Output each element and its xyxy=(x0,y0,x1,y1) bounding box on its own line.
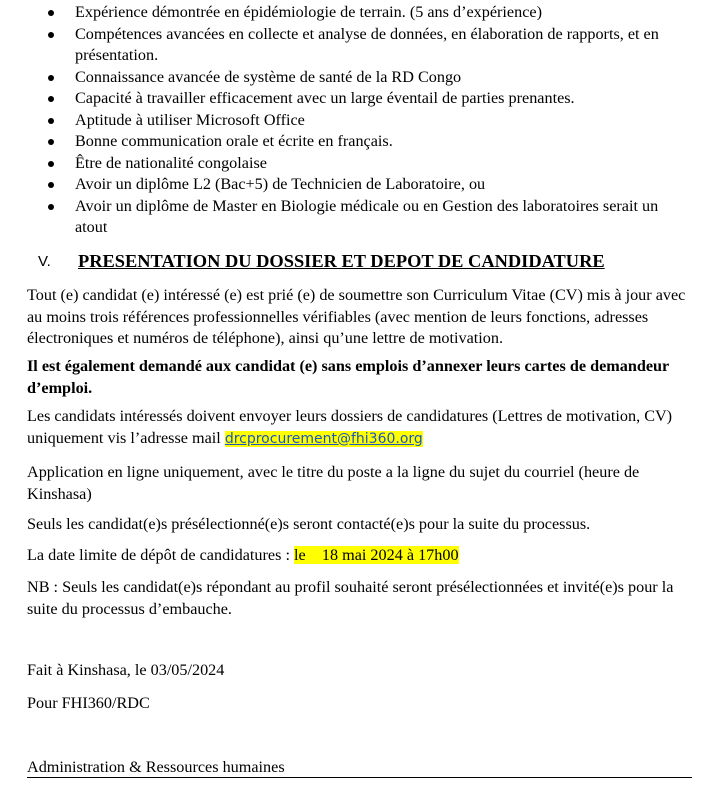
list-item: Connaissance avancée de système de santé de la RD Congo xyxy=(0,67,711,89)
list-item: Avoir un diplôme L2 (Bac+5) de Technicien de Laboratoire, ou xyxy=(0,174,711,196)
place-date: Fait à Kinshasa, le 03/05/2024 xyxy=(27,661,225,679)
requirements-list xyxy=(0,2,711,239)
section-title: PRESENTATION DU DOSSIER ET DEPOT DE CANDIDATURE xyxy=(78,251,605,271)
deadline-value: le 18 mai 2024 à 17h00 xyxy=(294,546,459,564)
list-item: Capacité à travailler efficacement avec un large éventail de parties prenantes. xyxy=(0,88,711,110)
list-item: Bonne communication orale et écrite en français. xyxy=(0,131,711,153)
bottom-divider xyxy=(27,777,692,778)
online-paragraph: Application en ligne uniquement, avec le titre du poste a la ligne du sujet du courriel (heure de Kinshasa) xyxy=(27,463,640,503)
list-item: Compétences avancées en collecte et analyse de données, en élaboration de rapports, et en présentation. xyxy=(0,24,711,67)
unemployed-note: Il est également demandé aux candidat (e) sans emplois d’annexer leurs cartes de demandeur d’emploi. xyxy=(27,357,669,397)
bullet-icon xyxy=(48,32,54,38)
list-item: Être de nationalité congolaise xyxy=(0,153,711,175)
list-item: Aptitude à utiliser Microsoft Office xyxy=(0,110,711,132)
bullet-icon xyxy=(48,75,54,81)
bullet-icon xyxy=(48,10,54,16)
nb-paragraph: NB : Seuls les candidat(e)s répondant au profil souhaité seront présélectionnées et invité(e)s pour la suite du processus d’embauche. xyxy=(27,578,674,618)
list-item: Avoir un diplôme de Master en Biologie médicale ou en Gestion des laboratoires serait un atout xyxy=(0,196,711,239)
for-org: Pour FHI360/RDC xyxy=(27,694,150,712)
bullet-icon xyxy=(48,182,54,188)
section-heading xyxy=(38,249,688,273)
send-paragraph: Les candidats intéressés doivent envoyer leurs dossiers de candidatures (Lettres de motivation, CV) uniquement vis l’adresse mail drcprocurement@fhi360.org xyxy=(27,407,673,447)
deadline-paragraph: La date limite de dépôt de candidatures : le 18 mai 2024 à 17h00 xyxy=(27,546,459,564)
bullet-icon xyxy=(48,139,54,145)
shortlisted-paragraph: Seuls les candidat(e)s présélectionné(e)s seront contacté(e)s pour la suite du processus. xyxy=(27,515,591,533)
email-link[interactable]: drcprocurement@fhi360.org xyxy=(224,430,423,447)
bullet-icon xyxy=(48,204,54,210)
bullet-icon xyxy=(48,118,54,124)
section-number: V. xyxy=(38,253,51,270)
bullet-icon xyxy=(48,96,54,102)
bullet-icon xyxy=(48,161,54,167)
intro-paragraph: Tout (e) candidat (e) intéressé (e) est prié (e) de soumettre son Curriculum Vitae (CV) mis à jour avec au moins trois références professionnelles vérifiables (avec mention de leurs fonctions, adresses électroniques et numéros de téléphone), ainsi qu’une lettre de motivation. xyxy=(27,286,686,347)
list-item: Expérience démontrée en épidémiologie de terrain. (5 ans d’expérience) xyxy=(0,2,711,24)
department: Administration & Ressources humaines xyxy=(27,758,285,776)
